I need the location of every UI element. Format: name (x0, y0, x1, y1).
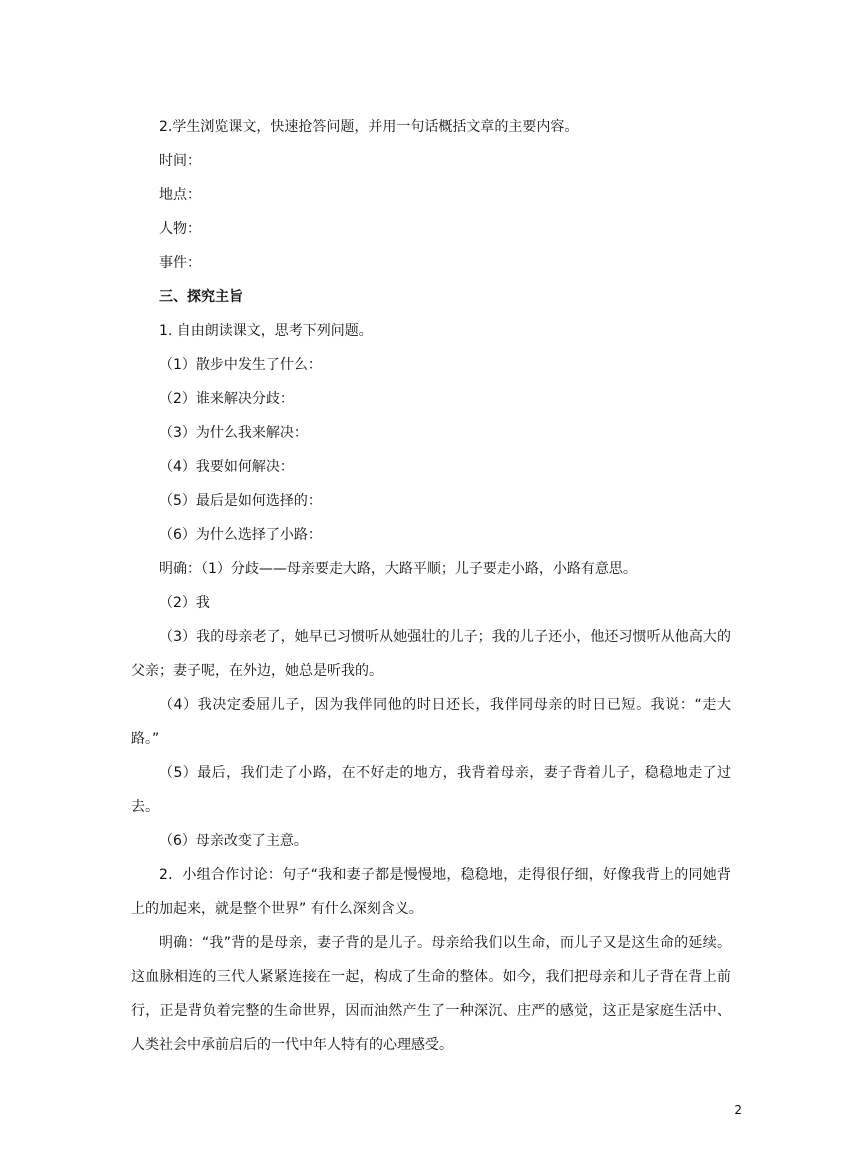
page-number: 2 (734, 1103, 742, 1117)
sub-question-4: （4）我要如何解决： (159, 459, 294, 475)
sub-question-5: （5）最后是如何选择的： (159, 493, 322, 509)
time-field-label: 时间： (159, 153, 201, 169)
sub-question-1: （1）散步中发生了什么： (159, 357, 322, 373)
answer-5-paragraph: （5）最后，我们走了小路，在不好走的地方，我背着母亲，妻子背着儿子，稳稳地走了过去。 (131, 765, 731, 815)
section-heading-explore-theme: 三、探究主旨 (159, 289, 243, 305)
place-field-label: 地点： (159, 187, 201, 203)
answer-3-paragraph: （3）我的母亲老了，她早已习惯听从她强壮的儿子；我的儿子还小，他还习惯听从他高大的父亲；妻子呢，在外边，她总是听我的。 (131, 629, 731, 679)
event-field-label: 事件： (159, 255, 201, 271)
answer-2-line: （2）我 (159, 595, 210, 611)
task-1-line: 1. 自由朗读课文，思考下列问题。 (159, 323, 373, 339)
task-2-paragraph: 2．小组合作讨论：句子“我和妻子都是慢慢地，稳稳地，走得很仔细，好像我背上的同她背上的加起来，就是整个世界” 有什么深刻含义。 (131, 867, 731, 917)
answer-4-paragraph: （4）我决定委屈儿子，因为我伴同他的时日还长，我伴同母亲的时日已短。我说：“走大路。” (131, 697, 731, 747)
sub-question-2: （2）谁来解决分歧： (159, 391, 294, 407)
answer-6-paragraph: （6）母亲改变了主意。 (159, 833, 308, 849)
question-2-line: 2.学生浏览课文，快速抢答问题，并用一句话概括文章的主要内容。 (159, 119, 579, 135)
clarification-1-line: 明确：（1）分歧——母亲要走大路，大路平顺；儿子要走小路，小路有意思。 (159, 561, 637, 577)
people-field-label: 人物： (159, 221, 201, 237)
clarification-2-paragraph: 明确：“我”背的是母亲，妻子背的是儿子。母亲给我们以生命，而儿子又是这生命的延续。这血脉相连的三代人紧紧连接在一起，构成了生命的整体。如今，我们把母亲和儿子背在背上前行，正是背负着完整的生命世界，因而油然产生了一种深沉、庄严的感觉，这正是家庭生活中、人类社会中承前启后的一代中年人特有的心理感受。 (131, 935, 731, 1053)
page-content (131, 110, 731, 1062)
sub-question-3: （3）为什么我来解决： (159, 425, 308, 441)
sub-question-6: （6）为什么选择了小路： (159, 527, 322, 543)
